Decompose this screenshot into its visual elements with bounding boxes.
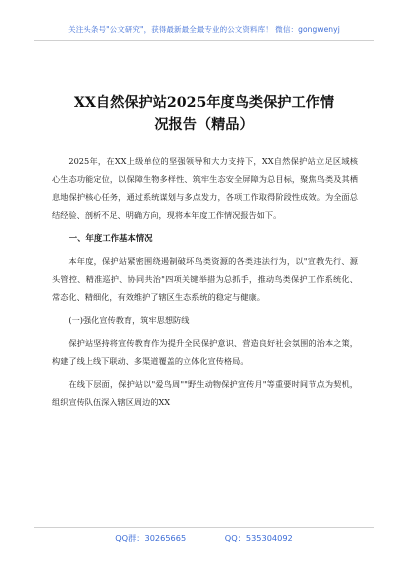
footer-qq-group: QQ群：30265665 bbox=[115, 533, 187, 543]
footer-contact bbox=[0, 533, 408, 544]
document-title bbox=[40, 92, 368, 136]
section-1-heading: 一、年度工作基本情况 bbox=[68, 233, 153, 243]
document-body bbox=[52, 152, 358, 416]
subsection-1-heading: (一)强化宣传教育，筑牢思想防线 bbox=[68, 315, 190, 325]
subsection-1-paragraph-2: 在线下层面，保护站以"爱鸟周""野生动物保护宣传月"等重要时间节点为契机，组织宣传队伍深入辖区周边的XX bbox=[52, 379, 358, 407]
footer-divider bbox=[34, 527, 374, 528]
subsection-1-paragraph-1: 保护站坚持将宣传教育作为提升全民保护意识、营造良好社会氛围的治本之策，构建了线上线下联动、多渠道覆盖的立体化宣传格局。 bbox=[52, 338, 358, 366]
footer-qq: QQ：535304092 bbox=[224, 533, 293, 543]
title-line-1: XX自然保护站2025年度鸟类保护工作情 bbox=[73, 95, 335, 111]
section-1-paragraph: 本年度，保护站紧密围绕遏制破坏鸟类资源的各类违法行为，以"宣教先行、源头管控、精准巡护、协同共治"四项关键举措为总抓手，推动鸟类保护工作系统化、常态化、精细化，有效维护了辖区生态系统的稳定与健康。 bbox=[52, 256, 358, 302]
title-line-2: 况报告（精品） bbox=[154, 117, 254, 133]
header-divider bbox=[34, 40, 374, 41]
header-note: 关注头条号"公文研究"，获得最新最全最专业的公文资料库！ 微信：gongwenyj bbox=[68, 25, 340, 34]
intro-paragraph: 2025年，在XX上级单位的坚强领导和大力支持下，XX自然保护站立足区域核心生态功能定位，以保障生物多样性、筑牢生态安全屏障为总目标，聚焦鸟类及其栖息地保护核心任务，通过系统谋划与多点发力，各项工作取得阶段性成效。为全面总结经验、剖析不足、明确方向，现将本年度工作情况报告如下。 bbox=[52, 156, 358, 220]
